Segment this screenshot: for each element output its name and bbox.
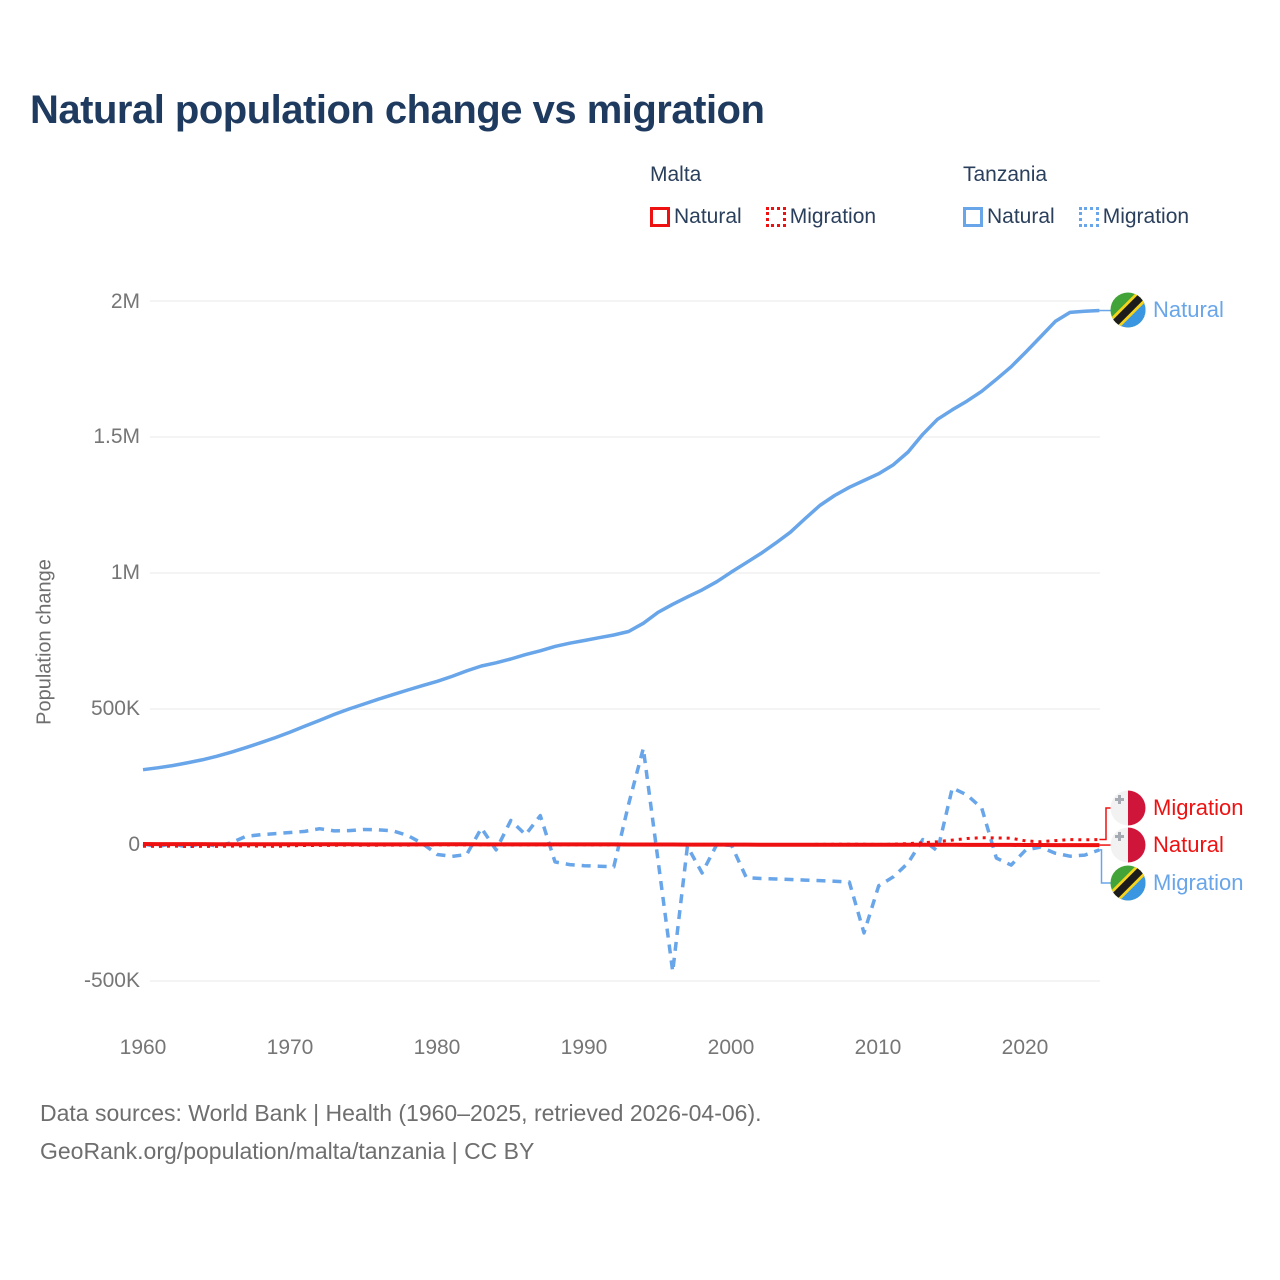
x-axis-tick-label: 1970 — [266, 1036, 314, 1059]
tanzania-flag-icon — [1110, 292, 1146, 328]
series-tanzania-migration-line — [143, 748, 1099, 971]
x-axis-tick-label: 2010 — [854, 1036, 902, 1059]
end-label-malta-natural — [1110, 827, 1224, 863]
legend-item-label: Natural — [674, 205, 742, 228]
x-axis-tick-label: 1980 — [413, 1036, 461, 1059]
malta-flag-icon — [1110, 790, 1146, 826]
legend-group-title-tanzania: Tanzania — [963, 163, 1048, 186]
series-tanzania-natural-line — [143, 311, 1099, 770]
x-axis-tick-label: 1990 — [560, 1036, 608, 1059]
tanzania-flag-icon — [1110, 865, 1146, 901]
legend-item-label: Natural — [987, 205, 1055, 228]
malta-flag-icon — [1110, 827, 1146, 863]
x-axis-tick-label: 2000 — [707, 1036, 755, 1059]
y-axis-tick-label: 1M — [110, 561, 140, 584]
legend-item-label: Migration — [1102, 205, 1190, 228]
x-axis-tick-label: 2020 — [1001, 1036, 1049, 1059]
series-end-label: Migration — [1153, 870, 1244, 895]
y-axis-tick-label: -500K — [83, 969, 140, 992]
chart-title: Natural population change vs migration — [30, 88, 765, 132]
x-axis-tick-label: 1960 — [119, 1036, 167, 1059]
end-label-tanzania-natural — [1110, 292, 1224, 328]
y-axis-tick-label: 500K — [90, 697, 140, 720]
y-axis-tick-label: 0 — [128, 833, 140, 856]
y-axis-tick-label: 2M — [110, 290, 140, 313]
series-end-label: Natural — [1153, 297, 1224, 322]
end-label-tanzania-migration — [1110, 865, 1243, 901]
end-label-malta-migration — [1110, 790, 1243, 826]
y-axis-title: Population change — [33, 559, 56, 725]
footer-line-2: GeoRank.org/population/malta/tanzania | CC BY — [40, 1138, 535, 1164]
series-malta-natural-line — [143, 844, 1099, 845]
legend-group-title-malta: Malta — [650, 163, 702, 186]
footer-line-1: Data sources: World Bank | Health (1960–2025, retrieved 2026-04-06). — [40, 1100, 762, 1126]
series-end-label: Migration — [1153, 795, 1244, 820]
series-end-label: Natural — [1153, 832, 1224, 857]
legend-item-label: Migration — [789, 205, 877, 228]
y-axis-tick-label: 1.5M — [93, 425, 140, 448]
